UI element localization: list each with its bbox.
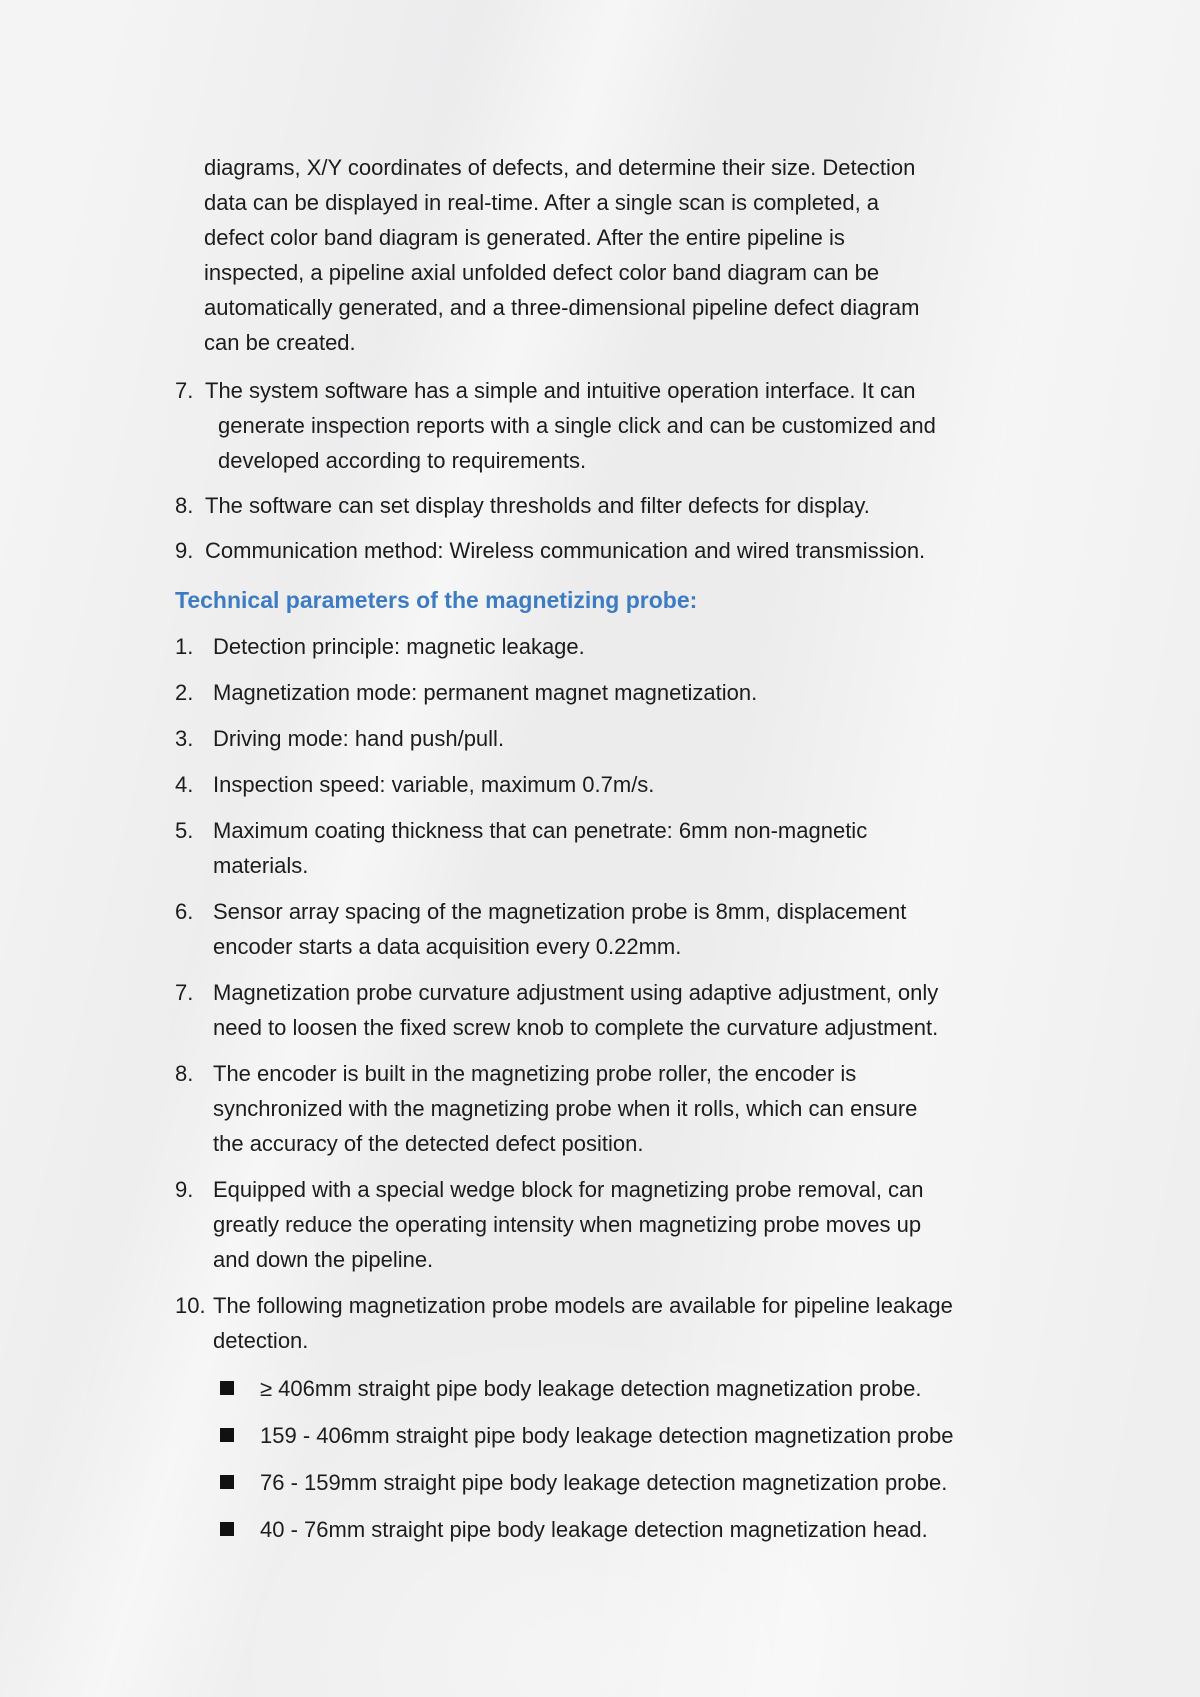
- parameter-list: [175, 629, 1035, 1358]
- list-item-text: Detection principle: magnetic leakage.: [213, 634, 585, 659]
- list-item-text: The following magnetization probe models are available for pipeline leakage detection.: [213, 1293, 953, 1353]
- list-item-text: Magnetization mode: permanent magnet magnetization.: [213, 680, 758, 705]
- intro-paragraph: diagrams, X/Y coordinates of defects, and determine their size. Detection data can be displayed in real-time. After a single scan is completed, a defect color band diagram is generated. After the entire pipeline is inspected, a pipeline axial unfolded defect color band diagram can be automatically generated, and a three-dimensional pipeline defect diagram can be created.: [204, 155, 920, 355]
- probe-model-item-4: [175, 1512, 995, 1547]
- parameter-item-3: [175, 721, 1035, 756]
- probe-model-item-2: [175, 1418, 995, 1453]
- parameter-item-1: [175, 629, 1035, 664]
- list-item-text: Maximum coating thickness that can penetrate: 6mm non-magnetic materials.: [213, 818, 868, 878]
- list-item-text: The encoder is built in the magnetizing probe roller, the encoder is synchronized with the magnetizing probe when it rolls, which can ensure the accuracy of the detected defect position.: [213, 1061, 918, 1156]
- list-item-text: Communication method: Wireless communication and wired transmission.: [205, 538, 926, 563]
- list-item-software-7: [175, 373, 1035, 478]
- probe-model-text: 159 - 406mm straight pipe body leakage detection magnetization probe: [260, 1423, 954, 1448]
- parameter-item-2: [175, 675, 1035, 710]
- list-item-number: 6.: [175, 899, 194, 924]
- list-item-text: The software can set display thresholds and filter defects for display.: [205, 493, 870, 518]
- list-item-number: 7.: [175, 980, 194, 1005]
- list-item-number: 3.: [175, 726, 194, 751]
- list-item-text: Driving mode: hand push/pull.: [213, 726, 505, 751]
- list-item-text: Inspection speed: variable, maximum 0.7m/s.: [213, 772, 655, 797]
- list-item-number: 8.: [175, 1061, 194, 1086]
- square-bullet-icon: [220, 1428, 234, 1442]
- list-item-number: 9.: [175, 538, 194, 563]
- probe-model-item-1: [175, 1371, 995, 1406]
- section-heading: Technical parameters of the magnetizing probe:: [175, 587, 698, 613]
- list-item-number: 2.: [175, 680, 194, 705]
- parameter-item-10: [175, 1288, 1035, 1358]
- list-item-software-9: [175, 533, 1035, 568]
- list-item-number: 8.: [175, 493, 194, 518]
- list-item-software-8: [175, 488, 1035, 523]
- list-item-number: 9.: [175, 1177, 194, 1202]
- parameter-item-4: [175, 767, 1035, 802]
- list-item-number: 1.: [175, 634, 194, 659]
- list-item-number: 4.: [175, 772, 194, 797]
- parameter-item-6: [175, 894, 1035, 964]
- list-item-text: Equipped with a special wedge block for magnetizing probe removal, can greatly reduce the operating intensity when magnetizing probe moves up and down the pipeline.: [213, 1177, 924, 1272]
- parameter-item-9: [175, 1172, 1035, 1277]
- parameter-item-7: [175, 975, 1035, 1045]
- square-bullet-icon: [220, 1381, 234, 1395]
- probe-model-text: 40 - 76mm straight pipe body leakage detection magnetization head.: [260, 1517, 928, 1542]
- probe-model-text: 76 - 159mm straight pipe body leakage detection magnetization probe.: [260, 1470, 948, 1495]
- square-bullet-icon: [220, 1522, 234, 1536]
- list-item-text: Sensor array spacing of the magnetization probe is 8mm, displacement encoder starts a data acquisition every 0.22mm.: [213, 899, 907, 959]
- list-item-text: The system software has a simple and intuitive operation interface. It can generate inspection reports with a single click and can be customized and developed according to requirements.: [205, 378, 936, 473]
- square-bullet-icon: [220, 1475, 234, 1489]
- probe-model-list: [175, 1371, 1035, 1547]
- probe-model-item-3: [175, 1465, 995, 1500]
- parameter-item-8: [175, 1056, 1035, 1161]
- probe-model-text: ≥ 406mm straight pipe body leakage detection magnetization probe.: [260, 1376, 922, 1401]
- parameter-item-5: [175, 813, 1035, 883]
- document-body: [175, 150, 1035, 1559]
- list-item-number: 10.: [175, 1293, 206, 1318]
- list-item-number: 5.: [175, 818, 194, 843]
- list-item-number: 7.: [175, 378, 194, 403]
- list-item-text: Magnetization probe curvature adjustment using adaptive adjustment, only need to loosen the fixed screw knob to complete the curvature adjustment.: [213, 980, 939, 1040]
